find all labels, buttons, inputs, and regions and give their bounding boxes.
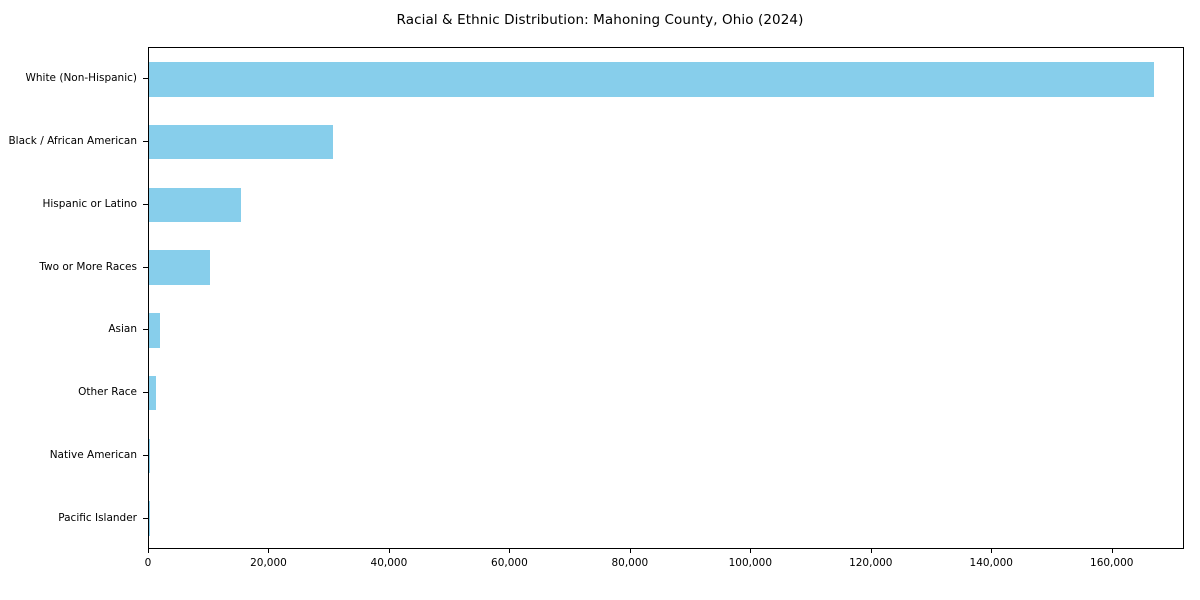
y-axis-label: Asian bbox=[108, 323, 137, 336]
x-axis-tick-mark bbox=[148, 549, 149, 553]
x-axis-tick-mark bbox=[509, 549, 510, 553]
bars-layer bbox=[149, 48, 1183, 548]
bar bbox=[149, 313, 160, 348]
x-axis-tick-mark bbox=[871, 549, 872, 553]
x-axis-ticks bbox=[144, 549, 1184, 589]
x-axis-tick-mark bbox=[389, 549, 390, 553]
y-axis-label: Pacific Islander bbox=[58, 511, 137, 524]
plot-area bbox=[148, 47, 1184, 549]
bar bbox=[149, 250, 210, 285]
x-axis-tick-mark bbox=[630, 549, 631, 553]
y-axis-label: White (Non-Hispanic) bbox=[25, 72, 137, 85]
bar bbox=[149, 188, 241, 223]
x-axis-tick-label: 140,000 bbox=[969, 557, 1013, 569]
x-axis-tick-label: 60,000 bbox=[491, 557, 528, 569]
chart-title: Racial & Ethnic Distribution: Mahoning County, Ohio (2024) bbox=[396, 12, 804, 28]
x-axis-tick-label: 0 bbox=[144, 557, 152, 569]
bar bbox=[149, 376, 156, 411]
y-axis-labels bbox=[0, 47, 143, 549]
bar bbox=[149, 439, 150, 474]
x-axis-tick-label: 80,000 bbox=[611, 557, 649, 569]
x-axis-tick-label: 100,000 bbox=[728, 557, 773, 569]
x-axis-tick-mark bbox=[1112, 549, 1113, 553]
x-axis-tick-mark bbox=[268, 549, 269, 553]
x-axis-tick-label: 40,000 bbox=[370, 557, 408, 569]
bar bbox=[149, 125, 333, 160]
y-axis-label: Hispanic or Latino bbox=[42, 197, 137, 210]
x-axis-tick-label: 20,000 bbox=[250, 557, 287, 569]
y-axis-label: Two or More Races bbox=[39, 260, 137, 273]
bar bbox=[149, 62, 1154, 97]
y-axis-label: Other Race bbox=[78, 386, 137, 399]
x-axis-tick-label: 120,000 bbox=[849, 557, 893, 569]
x-axis-tick-label: 160,000 bbox=[1090, 557, 1134, 569]
x-axis-tick-mark bbox=[750, 549, 751, 553]
y-axis-label: Black / African American bbox=[8, 135, 137, 148]
x-axis-tick-mark bbox=[991, 549, 992, 553]
y-axis-label: Native American bbox=[49, 448, 137, 461]
